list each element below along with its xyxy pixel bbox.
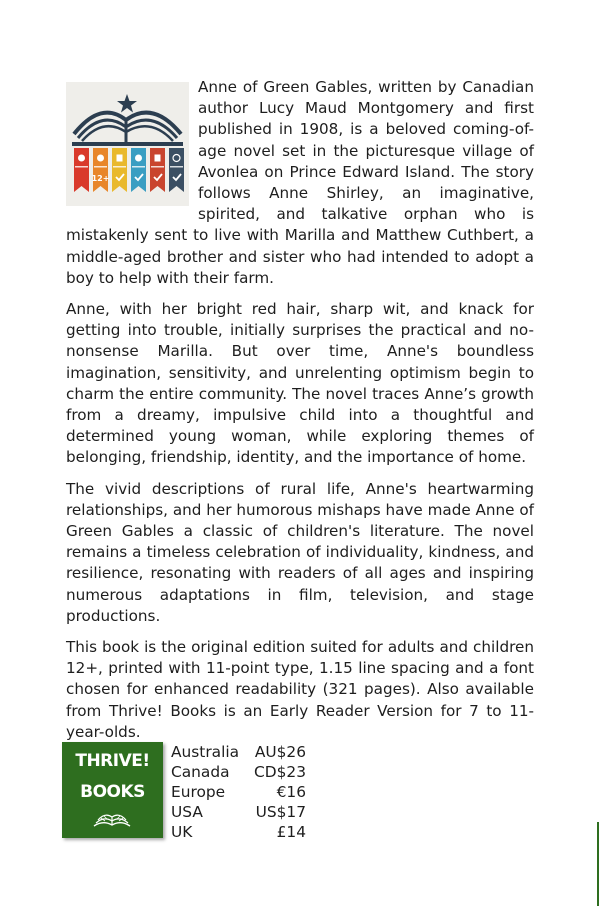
age-rating-emblem-icon <box>66 82 189 206</box>
price-value: CD$23 <box>254 763 306 781</box>
paragraph-4: This book is the original edition suited for adults and children 12+, printed with 11-point type, 1.15 line spacing and a font chosen for enhanced readability (321 pages). Also available from Thrive! Books is an Early Reader Version for 7 to 11-year-olds. <box>66 638 534 741</box>
open-book-icon <box>92 808 132 830</box>
region-label: Australia <box>171 743 240 761</box>
paragraph-2: Anne, with her bright red hair, sharp wit, and knack for getting into trouble, initially surprises the practical and no-nonsense Marilla. But over time, Anne's boundless imagination, sensitivity, and unrelenting optimism begin to charm the entire community. The novel traces Anne’s growth from a dreamy, impulsive child into a thoughtful and determined young woman, while exploring themes of belonging, friendship, identity, and the importance of home. <box>66 300 534 467</box>
price-value: £14 <box>276 823 306 841</box>
price-row-canada <box>171 762 306 782</box>
price-value: AU$26 <box>254 743 306 761</box>
price-row-europe <box>171 782 306 802</box>
price-row-usa <box>171 802 306 822</box>
paragraph-1: Anne of Green Gables, written by Canadian author Lucy Maud Montgomery and first published in 1908, is a beloved coming-of-age novel set in the picturesque village of Avonlea on Prince Edward Island. The story follows Anne Shirley, an imaginative, spirited, and talkative orphan who is mistakenly sent to live with Marilla and Matthew Cuthbert, a middle-aged brother and sister who had intended to adopt a boy to help with their farm. <box>66 78 534 287</box>
region-label: Europe <box>171 783 226 801</box>
logo-line-1: THRIVE! <box>75 751 150 771</box>
logo-line-2: BOOKS <box>80 782 145 802</box>
thrive-books-logo <box>62 742 163 838</box>
price-value: US$17 <box>255 803 306 821</box>
region-label: USA <box>171 803 203 821</box>
region-label: UK <box>171 823 193 841</box>
age-label: 12+ <box>91 174 110 183</box>
paragraph-3: The vivid descriptions of rural life, Anne's heartwarming relationships, and her humorous mishaps have made Anne of Green Gables a classic of children's literature. The novel remains a timeless celebration of individuality, kindness, and resilience, resonating with readers of all ages and inspiring numerous adaptations in film, television, and stage productions. <box>66 479 534 625</box>
region-label: Canada <box>171 763 230 781</box>
price-value: €16 <box>276 783 306 801</box>
page-edge-divider <box>597 822 599 906</box>
price-row-uk <box>171 822 306 842</box>
price-list <box>171 742 306 842</box>
blurb-text <box>66 77 534 753</box>
price-row-australia <box>171 742 306 762</box>
